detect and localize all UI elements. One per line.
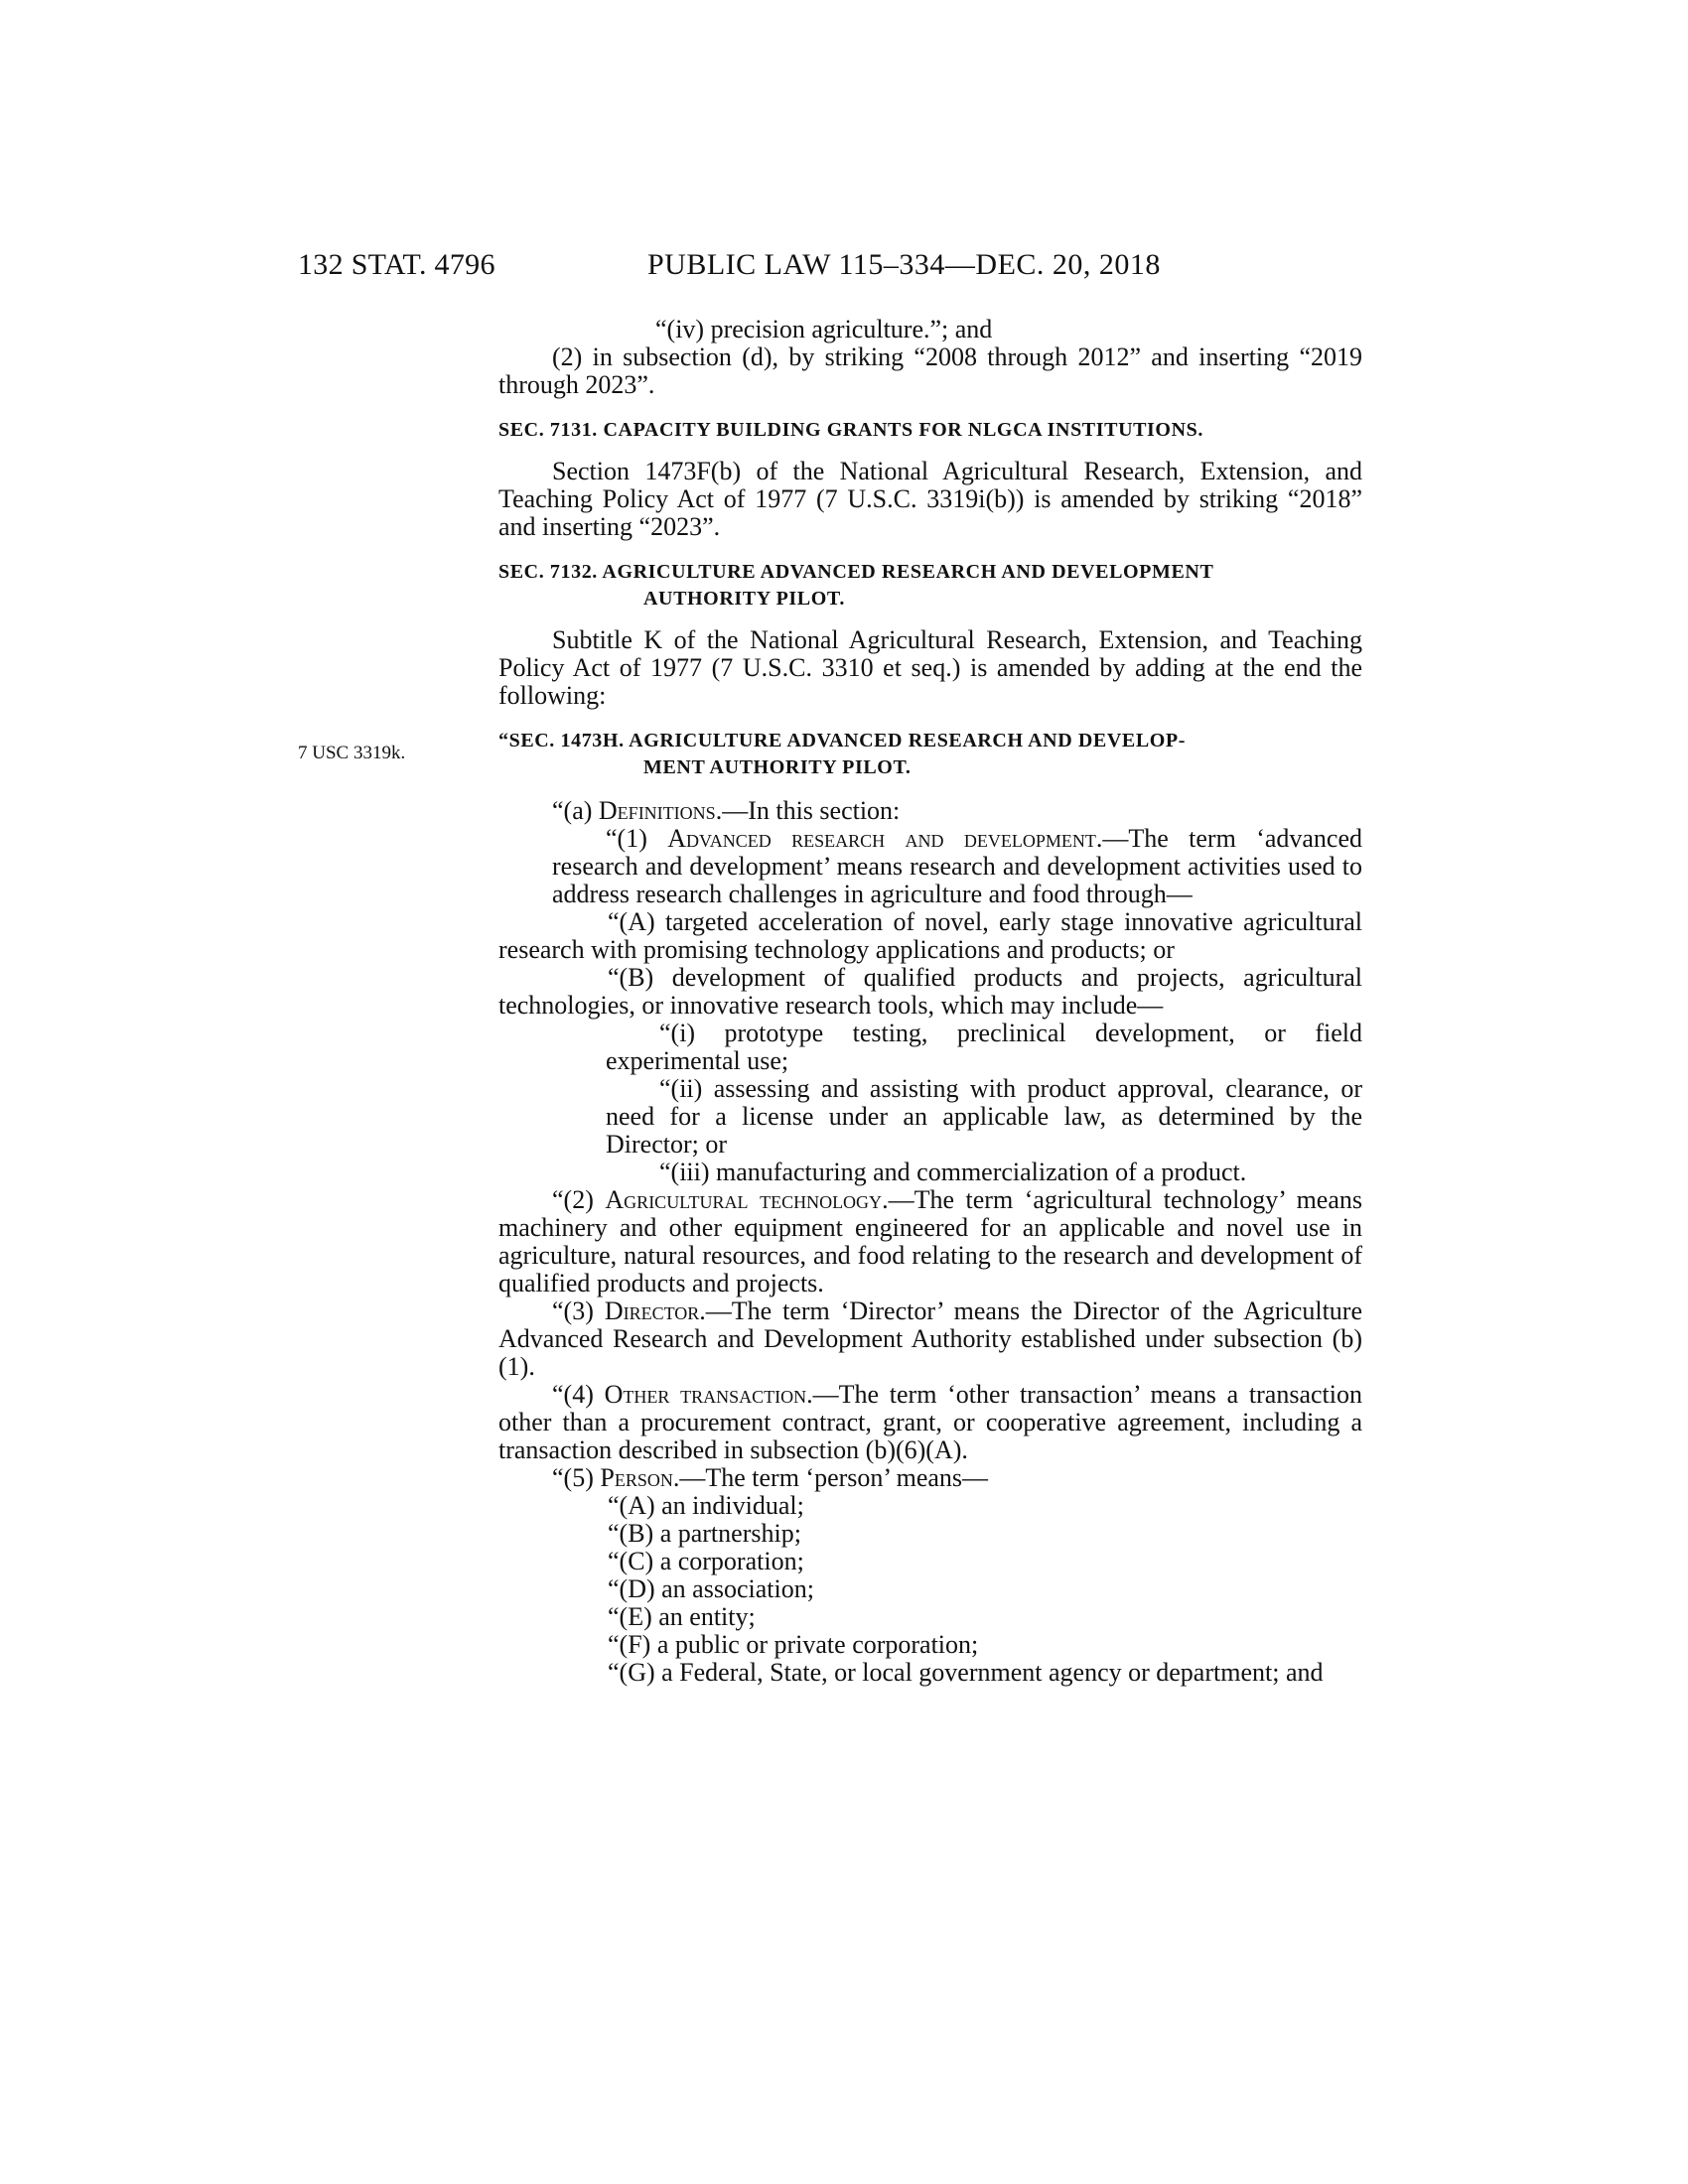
definition-5-D: “(D) an association; [608, 1574, 814, 1603]
definition-4 [498, 1381, 1362, 1464]
definition-1-A-text: “(A) targeted acceleration of novel, early stage innovative agricultural research with promising technology applications and products; or [498, 907, 1362, 964]
section-7131-text: Section 1473F(b) of the National Agricultural Research, Extension, and Teaching Policy Act of 1977 (7 U.S.C. 3319i(b)) is amended by striking “2018” and inserting “2023”. [498, 457, 1362, 541]
definition-1-prefix: “(1) [606, 824, 668, 853]
definition-1-B-iii: “(iii) manufacturing and commercialization of a product. [659, 1158, 1247, 1186]
definition-5-prefix: “(5) [552, 1463, 601, 1492]
definition-1-B-text: “(B) development of qualified products and projects, agricultural technologies, or innovative research tools, which may include— [498, 963, 1362, 1020]
definition-5-B: “(B) a partnership; [608, 1519, 801, 1548]
definition-5-C: “(C) a corporation; [608, 1547, 804, 1575]
definition-1 [552, 825, 1362, 908]
definition-3-prefix: “(3) [552, 1297, 605, 1325]
clause-iv: “(iv) precision agriculture.”; and [655, 315, 993, 343]
definition-5 [498, 1464, 1362, 1492]
margin-citation: 7 USC 3319k. [298, 743, 406, 763]
definition-2-rest: .—The term ‘agricultural technology’ means machinery and other equipment engineered for an applicable and novel use in agriculture, natural resources, and food relating to the research and development of qualified products and projects. [498, 1185, 1362, 1297]
section-7132-heading-line2: AUTHORITY PILOT. [643, 588, 845, 610]
section-1473h-heading-line1: “SEC. 1473H. AGRICULTURE ADVANCED RESEARCH AND DEVELOP- [498, 730, 1187, 751]
definition-3 [498, 1297, 1362, 1381]
document-body [498, 316, 1362, 1687]
definition-3-rest: .—The term ‘Director’ means the Director of the Agriculture Advanced Research and Development Authority established under subsection (b)(1). [498, 1297, 1362, 1381]
section-1473h-heading [498, 728, 1362, 781]
definition-5-E: “(E) an entity; [608, 1602, 756, 1631]
definition-1-B-i: “(i) prototype testing, preclinical development, or field experimental use; [606, 1019, 1362, 1075]
section-7132-text: Subtitle K of the National Agricultural Research, Extension, and Teaching Policy Act of 1977 (7 U.S.C. 3310 et seq.) is amended by adding at the end the following: [498, 625, 1362, 710]
definition-1-A [498, 908, 1362, 964]
definition-5-F: “(F) a public or private corporation; [608, 1630, 979, 1659]
section-7132-heading [498, 559, 1362, 613]
subsection-a-prefix: “(a) [552, 796, 599, 825]
public-law-title: PUBLIC LAW 115–334—DEC. 20, 2018 [647, 248, 1161, 281]
definition-4-head: Other transaction [604, 1380, 807, 1409]
definition-3-head: Director [604, 1297, 700, 1325]
definition-5-list [498, 1492, 1362, 1687]
section-7132-heading-line1: SEC. 7132. AGRICULTURE ADVANCED RESEARCH AND DEVELOPMENT [498, 561, 1214, 583]
definition-1-subparagraphs [498, 908, 1362, 1020]
definition-2-prefix: “(2) [552, 1185, 606, 1214]
definition-2-head: Agricultural technology [605, 1185, 883, 1214]
definition-1-head: Advanced research and development [667, 824, 1096, 853]
paragraph-2: (2) in subsection (d), by striking “2008 through 2012” and inserting “2019 through 2023”. [498, 342, 1362, 399]
subsection-a-head: Definitions [598, 796, 716, 825]
definition-5-A: “(A) an individual; [608, 1491, 804, 1520]
definition-5-G: “(G) a Federal, State, or local government agency or department; and [608, 1658, 1324, 1687]
definition-2 [498, 1186, 1362, 1297]
section-1473h-heading-line2: MENT AUTHORITY PILOT. [643, 756, 912, 778]
definition-1-B-ii: “(ii) assessing and assisting with product approval, clearance, or need for a license under an applicable law, as determined by the Director; or [606, 1074, 1362, 1159]
page-header [298, 248, 1311, 288]
definitions-list [498, 825, 1362, 908]
definition-1-B [498, 964, 1362, 1020]
section-7131-heading: SEC. 7131. CAPACITY BUILDING GRANTS FOR NLGCA INSTITUTIONS. [498, 419, 1203, 441]
stat-page-number: 132 STAT. 4796 [298, 248, 495, 281]
definition-5-rest: .—The term ‘person’ means— [672, 1463, 989, 1492]
definition-1-rest: .—The term ‘advanced research and development’ means research and development activities used to address research challenges in agriculture and food through— [552, 824, 1363, 908]
definition-4-prefix: “(4) [552, 1380, 605, 1409]
definition-5-head: Person [600, 1463, 673, 1492]
subsection-a [498, 797, 1362, 825]
definition-1-clauses [498, 1020, 1362, 1186]
definition-4-rest: .—The term ‘other transaction’ means a transaction other than a procurement contract, grant, or cooperative agreement, including a transaction described in subsection (b)(6)(A). [498, 1380, 1362, 1464]
subsection-a-rest: .—In this section: [715, 796, 901, 825]
